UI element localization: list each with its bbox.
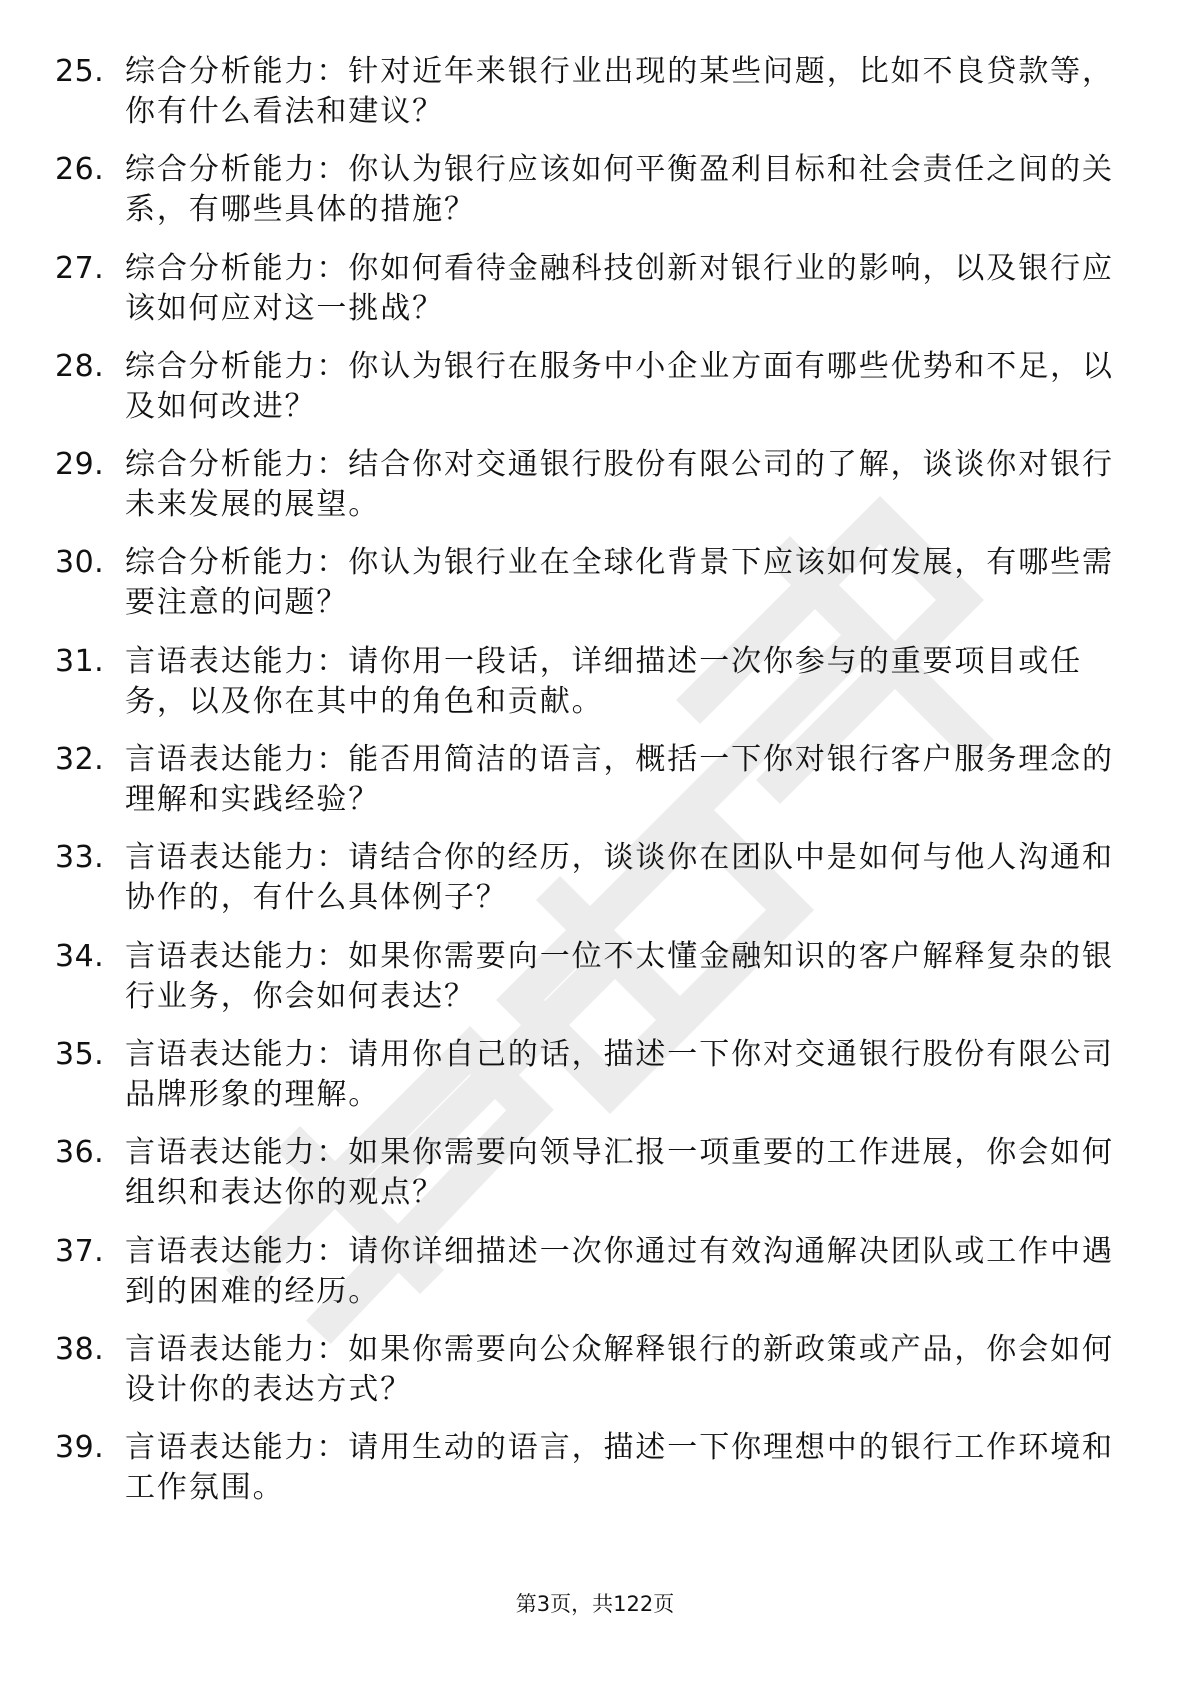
question-item [55, 838, 1125, 918]
question-text: 言语表达能力：请结合你的经历，谈谈你在团队中是如何与他人沟通和协作的，有什么具体例子？ [125, 840, 1114, 916]
question-number: 29. [55, 447, 105, 483]
question-number: 34. [55, 938, 105, 974]
question-text: 言语表达能力：如果你需要向公众解释银行的新政策或产品，你会如何设计你的表达方式？ [125, 1331, 1114, 1407]
question-number: 31. [55, 643, 105, 679]
question-text: 言语表达能力：请你详细描述一次你通过有效沟通解决团队或工作中遇到的困难的经历。 [125, 1233, 1114, 1309]
question-number: 28. [55, 348, 105, 384]
question-text: 综合分析能力：你如何看待金融科技创新对银行业的影响，以及银行应该如何应对这一挑战？ [125, 250, 1114, 326]
question-text: 综合分析能力：针对近年来银行业出现的某些问题，比如不良贷款等，你有什么看法和建议？ [125, 54, 1114, 129]
question-item [55, 150, 1125, 230]
question-item [55, 1428, 1125, 1508]
question-item [55, 740, 1125, 820]
question-item [55, 642, 1125, 722]
question-item [55, 543, 1125, 623]
question-number: 39. [55, 1430, 105, 1466]
question-text: 言语表达能力：如果你需要向领导汇报一项重要的工作进展，你会如何组织和表达你的观点？ [125, 1135, 1114, 1211]
question-text: 言语表达能力：请用生动的语言，描述一下你理想中的银行工作环境和工作氛围。 [125, 1430, 1114, 1506]
question-number: 38. [55, 1331, 105, 1367]
question-text: 言语表达能力：请你用一段话，详细描述一次你参与的重要项目或任务，以及你在其中的角色和贡献。 [125, 643, 1082, 719]
question-number: 35. [55, 1036, 105, 1072]
question-text: 综合分析能力：结合你对交通银行股份有限公司的了解，谈谈你对银行未来发展的展望。 [125, 447, 1114, 523]
question-item [55, 347, 1125, 427]
question-item [55, 445, 1125, 525]
question-number: 30. [55, 545, 105, 581]
question-number: 26. [55, 152, 105, 188]
question-text: 言语表达能力：能否用简洁的语言，概括一下你对银行客户服务理念的理解和实践经验？ [125, 742, 1114, 818]
page-indicator: 第3页，共122页 [515, 1592, 675, 1616]
question-number: 36. [55, 1135, 105, 1171]
question-number: 37. [55, 1233, 105, 1269]
question-number: 33. [55, 840, 105, 876]
question-item [55, 937, 1125, 1017]
question-list [55, 52, 1125, 1526]
question-text: 综合分析能力：你认为银行在服务中小企业方面有哪些优势和不足，以及如何改进？ [125, 348, 1114, 424]
question-number: 25. [55, 54, 105, 89]
question-item [55, 249, 1125, 329]
question-number: 27. [55, 250, 105, 286]
question-text: 言语表达能力：请用你自己的话，描述一下你对交通银行股份有限公司品牌形象的理解。 [125, 1036, 1114, 1112]
question-item [55, 52, 1125, 132]
question-text: 综合分析能力：你认为银行应该如何平衡盈利目标和社会责任之间的关系，有哪些具体的措施？ [125, 152, 1114, 228]
question-text: 综合分析能力：你认为银行业在全球化背景下应该如何发展，有哪些需要注意的问题？ [125, 545, 1114, 621]
question-item [55, 1133, 1125, 1213]
question-item [55, 1232, 1125, 1312]
question-text: 言语表达能力：如果你需要向一位不太懂金融知识的客户解释复杂的银行业务，你会如何表达？ [125, 938, 1114, 1014]
question-item [55, 1330, 1125, 1410]
question-number: 32. [55, 742, 105, 778]
question-item [55, 1035, 1125, 1115]
